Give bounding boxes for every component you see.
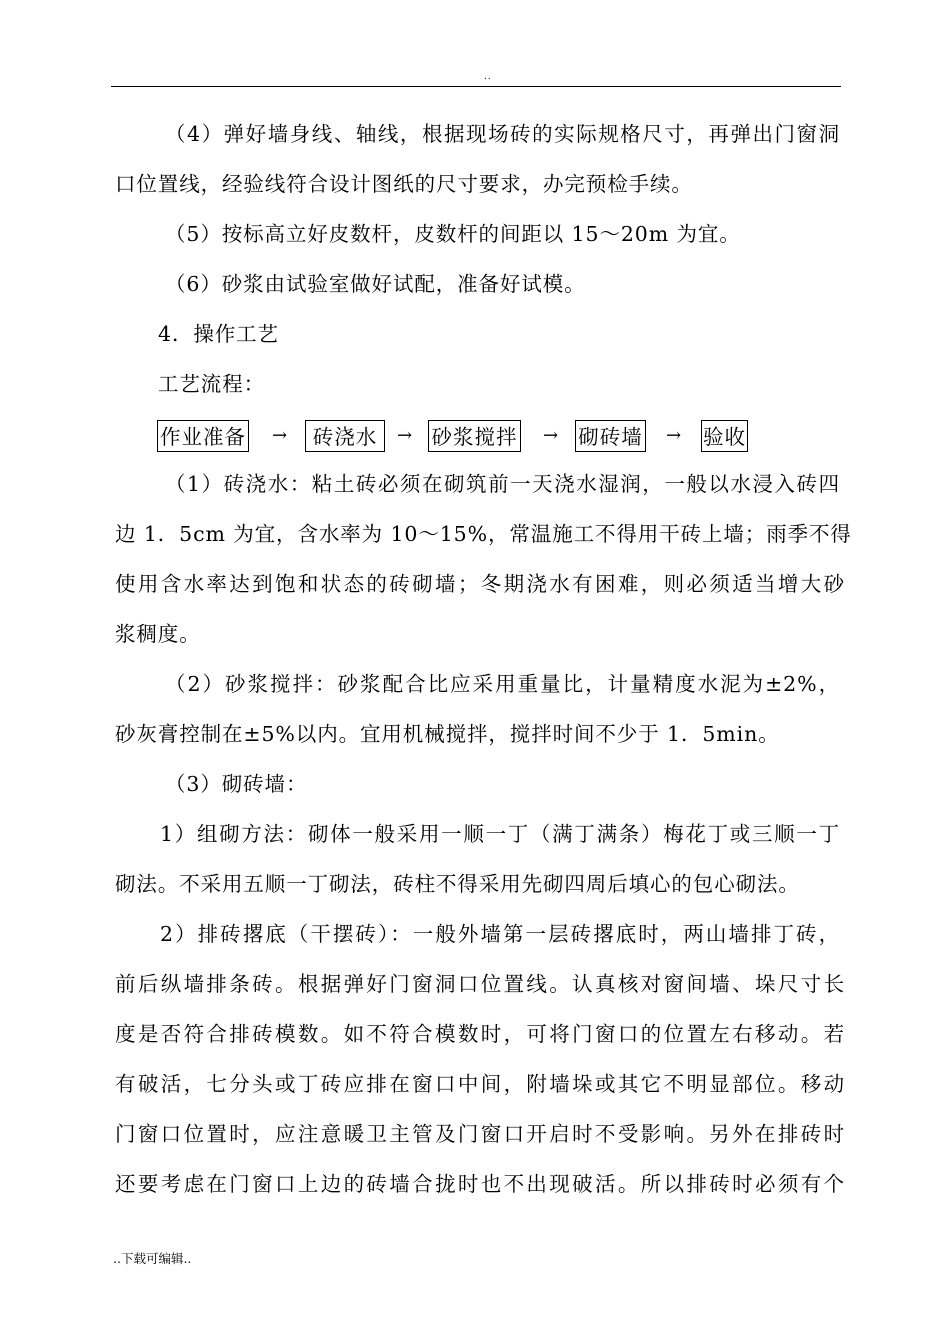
paragraph-line: 还要考虑在门窗口上边的砖墙合拢时也不出现破活。所以排砖时必须有个	[115, 1172, 845, 1196]
arrow-right-icon: →	[543, 425, 559, 446]
flow-step-box: 作业准备	[157, 420, 249, 452]
paragraph-line: 砂灰膏控制在±5%以内。宜用机械搅拌，搅拌时间不少于 1．5min。	[115, 722, 780, 746]
paragraph-line: （3）砌砖墙：	[165, 772, 308, 796]
header-mark: ..	[484, 72, 492, 82]
flow-step-box: 验收	[701, 420, 748, 452]
arrow-right-icon: →	[397, 425, 413, 446]
flow-heading: 工艺流程：	[158, 372, 265, 396]
flow-step-box: 砖浇水	[305, 420, 385, 452]
flow-step-box: 砌砖墙	[575, 420, 646, 452]
paragraph-line: 前后纵墙排条砖。根据弹好门窗洞口位置线。认真核对窗间墙、垛尺寸长	[115, 972, 845, 996]
paragraph-line: 2）排砖撂底（干摆砖）：一般外墙第一层砖撂底时，两山墙排丁砖，	[160, 922, 840, 946]
arrow-right-icon: →	[272, 425, 288, 446]
paragraph-line: 度是否符合排砖模数。如不符合模数时，可将门窗口的位置左右移动。若	[115, 1022, 845, 1046]
arrow-right-icon: →	[666, 425, 682, 446]
paragraph-line: 使用含水率达到饱和状态的砖砌墙；冬期浇水有困难，则必须适当增大砂	[115, 572, 845, 596]
paragraph-line: 门窗口位置时，应注意暖卫主管及门窗口开启时不受影响。另外在排砖时	[115, 1122, 845, 1146]
footer-note: ..下载可编辑..	[113, 1251, 192, 1266]
paragraph-line: （6）砂浆由试验室做好试配，准备好试模。	[165, 272, 586, 296]
header-rule	[111, 86, 841, 87]
paragraph-line: 砌法。不采用五顺一丁砌法，砖柱不得采用先砌四周后填心的包心砌法。	[115, 872, 800, 896]
paragraph-line: （2）砂浆搅拌：砂浆配合比应采用重量比，计量精度水泥为±2%，	[165, 672, 840, 696]
paragraph-line: 边 1．5cm 为宜，含水率为 10～15%，常温施工不得用干砖上墙；雨季不得	[115, 522, 852, 546]
paragraph-line: 浆稠度。	[115, 622, 201, 646]
flow-step-box: 砂浆搅拌	[428, 420, 521, 452]
section-heading: 4．操作工艺	[158, 322, 279, 346]
paragraph-line: 口位置线，经验线符合设计图纸的尺寸要求，办完预检手续。	[115, 172, 693, 196]
paragraph-line: 有破活，七分头或丁砖应排在窗口中间，附墙垛或其它不明显部位。移动	[115, 1072, 845, 1096]
paragraph-line: （5）按标高立好皮数杆，皮数杆的间距以 15～20m 为宜。	[165, 222, 741, 246]
paragraph-line: 1）组砌方法：砌体一般采用一顺一丁（满丁满条）梅花丁或三顺一丁	[160, 822, 840, 846]
paragraph-line: （1）砖浇水：粘土砖必须在砌筑前一天浇水湿润，一般以水浸入砖四	[165, 472, 840, 496]
paragraph-line: （4）弹好墙身线、轴线，根据现场砖的实际规格尺寸，再弹出门窗洞	[165, 122, 840, 146]
